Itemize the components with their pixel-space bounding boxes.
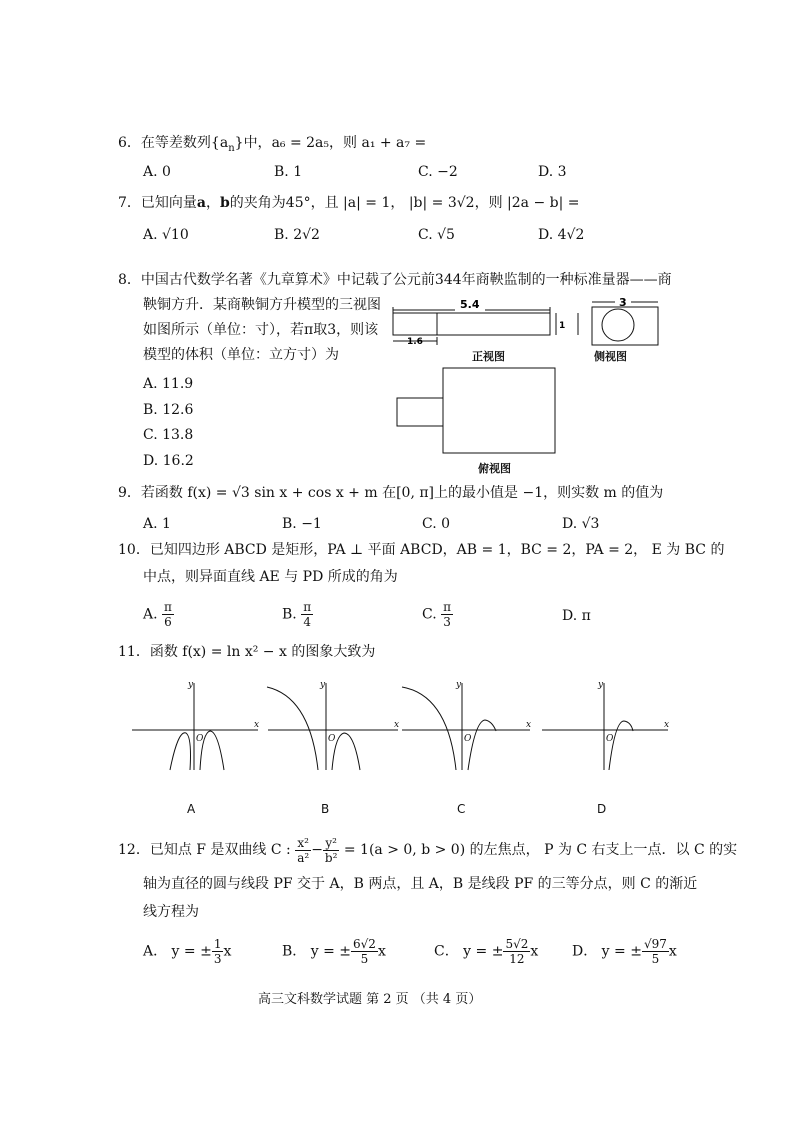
dim-length-small: 1.6	[407, 337, 423, 347]
q7-option-a: A. √10	[143, 227, 189, 243]
graph-d-x-label: x	[664, 720, 670, 730]
graph-c-y-label: y	[456, 680, 462, 690]
graph-a-origin: O	[196, 734, 204, 744]
q10-option-a: A. $\frac{\pi}{6}$	[143, 600, 172, 629]
graph-d-label: D	[597, 802, 607, 816]
dim-side-width: 3	[619, 296, 627, 309]
q10-option-b: B. $\frac{\pi}{4}$	[282, 600, 312, 629]
q12-line3: 线方程为	[143, 904, 199, 920]
graph-d-y-label: y	[598, 680, 604, 690]
q10-option-d: D. π	[562, 608, 591, 624]
graph-a	[132, 683, 258, 770]
q6-option-d: D. 3	[538, 164, 567, 180]
graph-a-label: A	[187, 802, 196, 816]
top-view-caption: 俯视图	[478, 462, 511, 475]
top-view	[397, 368, 555, 453]
graph-a-y-label: y	[188, 680, 194, 690]
side-view-caption: 侧视图	[594, 350, 627, 363]
dim-length-total: 5.4	[460, 298, 480, 311]
q7-option-c: C. √5	[418, 227, 455, 243]
q9-stem: 9．若函数 f(x) = √3 sin x + cos x + m 在[0, π]上的最小值是 −1，则实数 m 的值为	[118, 485, 664, 501]
q8-line2: 鞅铜方升．某商鞅铜方升模型的三视图	[143, 297, 381, 313]
q6-stem: 6．在等差数列$\{a_n\}$中，a₆ = 2a₅，则 a₁ + a₇ =	[118, 135, 427, 154]
graph-d	[542, 683, 668, 770]
q8-option-c: C. 13.8	[143, 427, 194, 443]
q12-option-b: B． y = ± $\frac{6√2}{5}$ x	[282, 937, 386, 966]
q6-option-a: A. 0	[143, 164, 171, 180]
q12-option-c: C． y = ± $\frac{5√2}{12}$ x	[434, 937, 539, 966]
q12-option-d: D． y = ± $\frac{√97}{5}$ x	[572, 937, 677, 966]
q6-option-c: C. −2	[418, 164, 458, 180]
graph-b-x-label: x	[394, 720, 400, 730]
page-footer: 高三文科数学试题 第 2 页 （共 4 页）	[258, 992, 482, 1007]
q6-option-b: B. 1	[274, 164, 303, 180]
graph-c	[402, 683, 530, 770]
q11-stem: 11．函数 f(x) = ln x² − x 的图象大致为	[118, 644, 376, 660]
graph-d-origin: O	[606, 734, 614, 744]
graph-c-label: C	[457, 802, 466, 816]
q12-line1: 12．已知点 F 是双曲线 C : $\frac{\text{x²}}{\text{a²}}$ − $\frac{\text{y²}}{\text{b²}}$ = 1(a > 0, b > 0) 的左焦点， P 为 C 右支上一点．以 C 的实	[118, 835, 738, 865]
q9-option-c: C. 0	[422, 516, 451, 532]
q11-graphs	[130, 675, 670, 775]
q8-option-d: D. 16.2	[143, 453, 194, 469]
graph-b-label: B	[321, 802, 330, 816]
q9-option-a: A. 1	[143, 516, 171, 532]
graph-c-x-label: x	[526, 720, 532, 730]
q7-option-b: B. 2√2	[274, 227, 320, 243]
q7-option-d: D. 4√2	[538, 227, 585, 243]
q8-option-b: B. 12.6	[143, 402, 194, 418]
q9-option-d: D. √3	[562, 516, 600, 532]
q10-line2: 中点，则异面直线 AE 与 PD 所成的角为	[143, 569, 398, 585]
q8-three-view-figure	[385, 295, 675, 475]
side-view	[578, 302, 658, 345]
graph-b	[267, 683, 398, 770]
q7-stem: 7．已知向量a，b的夹角为45°，且 |a| = 1， |b| = 3√2，则 |2a − b| =	[118, 195, 580, 211]
graph-b-origin: O	[328, 734, 336, 744]
graph-a-x-label: x	[254, 720, 260, 730]
graph-c-origin: O	[464, 734, 472, 744]
q10-option-c: C. $\frac{\pi}{3}$	[422, 600, 452, 629]
q8-line4: 模型的体积（单位：立方寸）为	[143, 347, 339, 363]
q12-option-a: A． y = ± $\frac{1}{3}$ x	[143, 937, 232, 966]
q12-line2: 轴为直径的圆与线段 PF 交于 A，B 两点，且 A，B 是线段 PF 的三等分点，则 C 的渐近	[143, 876, 698, 892]
front-view-caption: 正视图	[472, 350, 505, 363]
q10-line1: 10．已知四边形 ABCD 是矩形，PA ⊥ 平面 ABCD，AB = 1，BC = 2，PA = 2， E 为 BC 的	[118, 542, 725, 558]
q8-line3: 如图所示（单位：寸），若π取3，则该	[143, 322, 379, 338]
dim-height: 1	[559, 321, 566, 331]
graph-b-y-label: y	[320, 680, 326, 690]
q8-option-a: A. 11.9	[143, 376, 194, 392]
q9-option-b: B. −1	[282, 516, 322, 532]
q8-line1: 8．中国古代数学名著《九章算术》中记载了公元前344年商鞅监制的一种标准量器——商	[118, 272, 672, 288]
